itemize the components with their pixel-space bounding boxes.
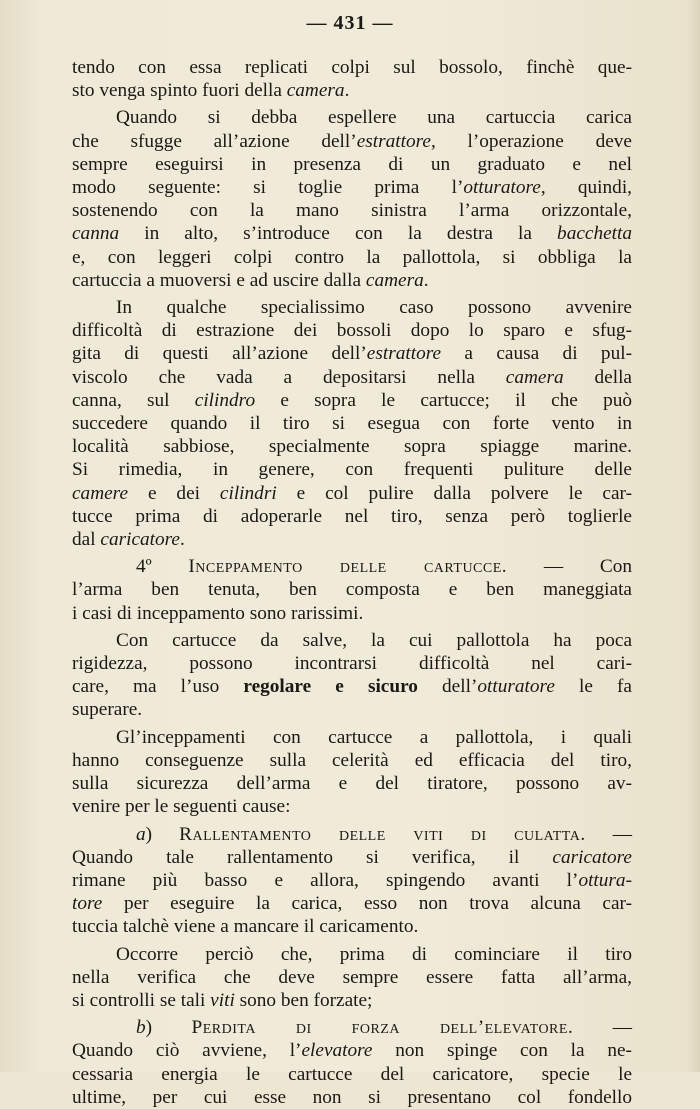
text-segment: sto venga spinto fuori della — [72, 80, 287, 102]
page-number: — 431 — — [306, 12, 394, 34]
text-line — [72, 199, 632, 222]
italic-term: camere — [72, 482, 129, 504]
text-line — [72, 846, 632, 869]
text-segment: modo seguente: si toglie prima l’ — [72, 177, 464, 199]
text-segment: sulla sicurezza dell’arma e del tiratore, possono av- — [72, 773, 632, 795]
text-line — [72, 795, 632, 818]
text-line — [72, 966, 632, 989]
italic-term: canna — [72, 223, 120, 245]
text-segment: le fa — [554, 676, 632, 698]
text-line — [72, 176, 632, 199]
text-segment: gita di questi all’azione dell’ — [72, 343, 367, 365]
italic-term: camera — [365, 269, 424, 291]
text-line — [72, 892, 632, 915]
text-segment: e dei — [128, 482, 220, 504]
text-segment: ultime, per cui esse non si presentano col fondello — [72, 1086, 632, 1108]
text-segment: Quando si debba espellere una cartuccia carica — [116, 107, 632, 129]
text-segment: succedere quando il tiro si esegua con forte vento in — [72, 413, 632, 435]
text-line — [72, 153, 632, 176]
text-segment: cessaria energia le cartucce del caricatore, specie le — [72, 1063, 632, 1085]
text-segment: cartuccia a muoversi e ad uscire dalla — [72, 269, 366, 291]
text-segment: nella verifica che deve sempre essere fatta all’arma, — [72, 966, 632, 988]
italic-term: caricatore — [552, 846, 632, 868]
italic-term: a — [136, 823, 146, 845]
text-segment: Con cartucce da salve, la cui pallottola ha poca — [116, 629, 632, 651]
text-segment: care, ma l’uso — [72, 676, 244, 698]
text-segment: viscolo che vada a depositarsi nella — [72, 366, 506, 388]
body-text — [72, 56, 632, 1109]
text-line — [72, 915, 632, 938]
text-segment: canna, sul — [72, 389, 195, 411]
text-segment: . — [344, 80, 350, 102]
text-segment: dell’ — [417, 676, 478, 698]
text-line — [72, 1016, 632, 1039]
text-segment: Quando tale rallentamento si verifica, il — [72, 846, 553, 868]
text-line — [72, 749, 632, 772]
text-segment: hanno conseguenze sulla celerità ed efficacia del tiro, — [72, 749, 632, 771]
text-line — [72, 269, 632, 292]
italic-term: caricatore — [100, 529, 180, 551]
text-segment: tendo con essa replicati colpi sul bossolo, finchè que- — [72, 57, 632, 78]
text-line — [72, 389, 632, 412]
italic-term: b — [136, 1017, 146, 1039]
text-line — [72, 246, 632, 269]
text-line — [72, 726, 632, 749]
text-line — [72, 1039, 632, 1062]
text-segment: rigidezza, possono incontrarsi difficoltà nel cari- — [72, 653, 632, 675]
text-line — [72, 412, 632, 435]
text-segment: Si rimedia, in genere, con frequenti puliture delle — [72, 459, 632, 481]
text-segment: ) — [145, 823, 180, 845]
text-line — [72, 823, 632, 846]
text-line — [72, 675, 632, 698]
text-segment: rimane più basso e allora, spingendo avanti l’ — [72, 869, 579, 891]
text-segment: che sfugge all’azione dell’ — [72, 130, 357, 152]
italic-term: tore — [72, 893, 103, 915]
text-line — [72, 698, 632, 721]
text-segment: Gl’inceppamenti con cartucce a pallottola, i quali — [116, 726, 632, 748]
italic-term: estrattore — [356, 130, 431, 152]
text-segment: sostenendo con la mano sinistra l’arma orizzontale, — [72, 200, 632, 222]
italic-term: otturatore — [477, 676, 555, 698]
text-segment: e col pulire dalla polvere le car- — [276, 482, 632, 504]
text-segment: località sabbiose, specialmente sopra spiagge marine. — [72, 436, 632, 458]
text-segment: — — [585, 823, 632, 845]
text-line — [72, 79, 632, 102]
text-line — [72, 130, 632, 153]
text-line — [72, 602, 632, 625]
italic-term: cilindro — [194, 389, 256, 411]
text-segment: ) — [145, 1017, 192, 1039]
text-segment: l’arma ben tenuta, ben composta e ben maneggiata — [72, 579, 632, 601]
text-line — [72, 629, 632, 652]
italic-term: estrattore — [366, 343, 442, 365]
text-line — [72, 56, 632, 79]
text-segment: dal — [72, 529, 101, 551]
page-edge-shadow — [686, 0, 700, 1072]
text-segment: venire per le seguenti cause: — [72, 796, 291, 818]
text-segment: — Con — [507, 556, 632, 578]
section-heading: Perdita di forza dell’elevatore. — [191, 1017, 574, 1039]
text-segment: . — [423, 269, 429, 291]
italic-term: cilindri — [219, 482, 277, 504]
text-segment: non spinge con la ne- — [372, 1040, 632, 1062]
text-segment: della — [563, 366, 632, 388]
text-line — [72, 106, 632, 129]
text-line — [72, 652, 632, 675]
text-segment: Quando ciò avviene, l’ — [72, 1040, 302, 1062]
text-line — [72, 342, 632, 365]
text-line — [72, 772, 632, 795]
italic-term: camera — [286, 80, 345, 102]
italic-term: viti — [210, 989, 235, 1011]
text-segment: a causa di pul- — [441, 343, 632, 365]
text-line — [72, 222, 632, 245]
text-segment: si controlli se tali — [72, 989, 211, 1011]
text-segment: , quindi, — [540, 177, 632, 199]
italic-term: bacchetta — [557, 223, 632, 245]
text-line — [72, 1063, 632, 1086]
text-segment: regolare e sicuro — [243, 676, 418, 698]
section-heading: Inceppamento delle cartucce. — [188, 556, 508, 578]
text-segment: — — [573, 1017, 632, 1039]
text-segment: tucce prima di adoperarle nel tiro, senza però toglierle — [72, 505, 632, 527]
text-line — [72, 943, 632, 966]
text-line — [72, 528, 632, 551]
text-line — [72, 458, 632, 481]
text-line — [72, 296, 632, 319]
text-segment: i casi di inceppamento sono rarissimi. — [72, 602, 364, 624]
text-segment: superare. — [72, 699, 143, 721]
text-line — [72, 555, 632, 578]
section-heading: Rallentamento delle viti di culatta. — [179, 823, 586, 845]
text-line — [72, 482, 632, 505]
text-segment: In qualche specialissimo caso possono avvenire — [116, 297, 632, 319]
text-line — [72, 366, 632, 389]
text-line — [72, 1086, 632, 1109]
text-segment: , l’operazione deve — [430, 130, 632, 152]
text-line — [72, 319, 632, 342]
text-segment: . — [180, 529, 185, 551]
italic-term: elevatore — [301, 1040, 373, 1062]
text-segment: 4º — [136, 556, 189, 578]
text-segment: per eseguire la carica, esso non trova alcuna car- — [102, 893, 632, 915]
italic-term: ottura- — [578, 869, 632, 891]
text-segment: in alto, s’introduce con la destra la — [119, 223, 558, 245]
text-segment: sempre eseguirsi in presenza di un graduato e nel — [72, 153, 632, 175]
text-line — [72, 578, 632, 601]
italic-term: otturatore — [463, 177, 541, 199]
text-segment: e sopra le cartucce; il che può — [255, 389, 632, 411]
text-segment: sono ben forzate; — [234, 989, 373, 1011]
italic-term: camera — [505, 366, 564, 388]
text-line — [72, 505, 632, 528]
text-line — [72, 989, 632, 1012]
text-line — [72, 869, 632, 892]
text-segment: tuccia talchè viene a mancare il caricamento. — [72, 916, 419, 938]
text-line — [72, 435, 632, 458]
text-segment: Occorre perciò che, prima di cominciare il tiro — [116, 943, 632, 965]
text-segment: difficoltà di estrazione dei bossoli dopo lo sparo e sfug- — [72, 320, 632, 342]
text-segment: e, con leggeri colpi contro la pallottola, si obbliga la — [72, 246, 632, 268]
